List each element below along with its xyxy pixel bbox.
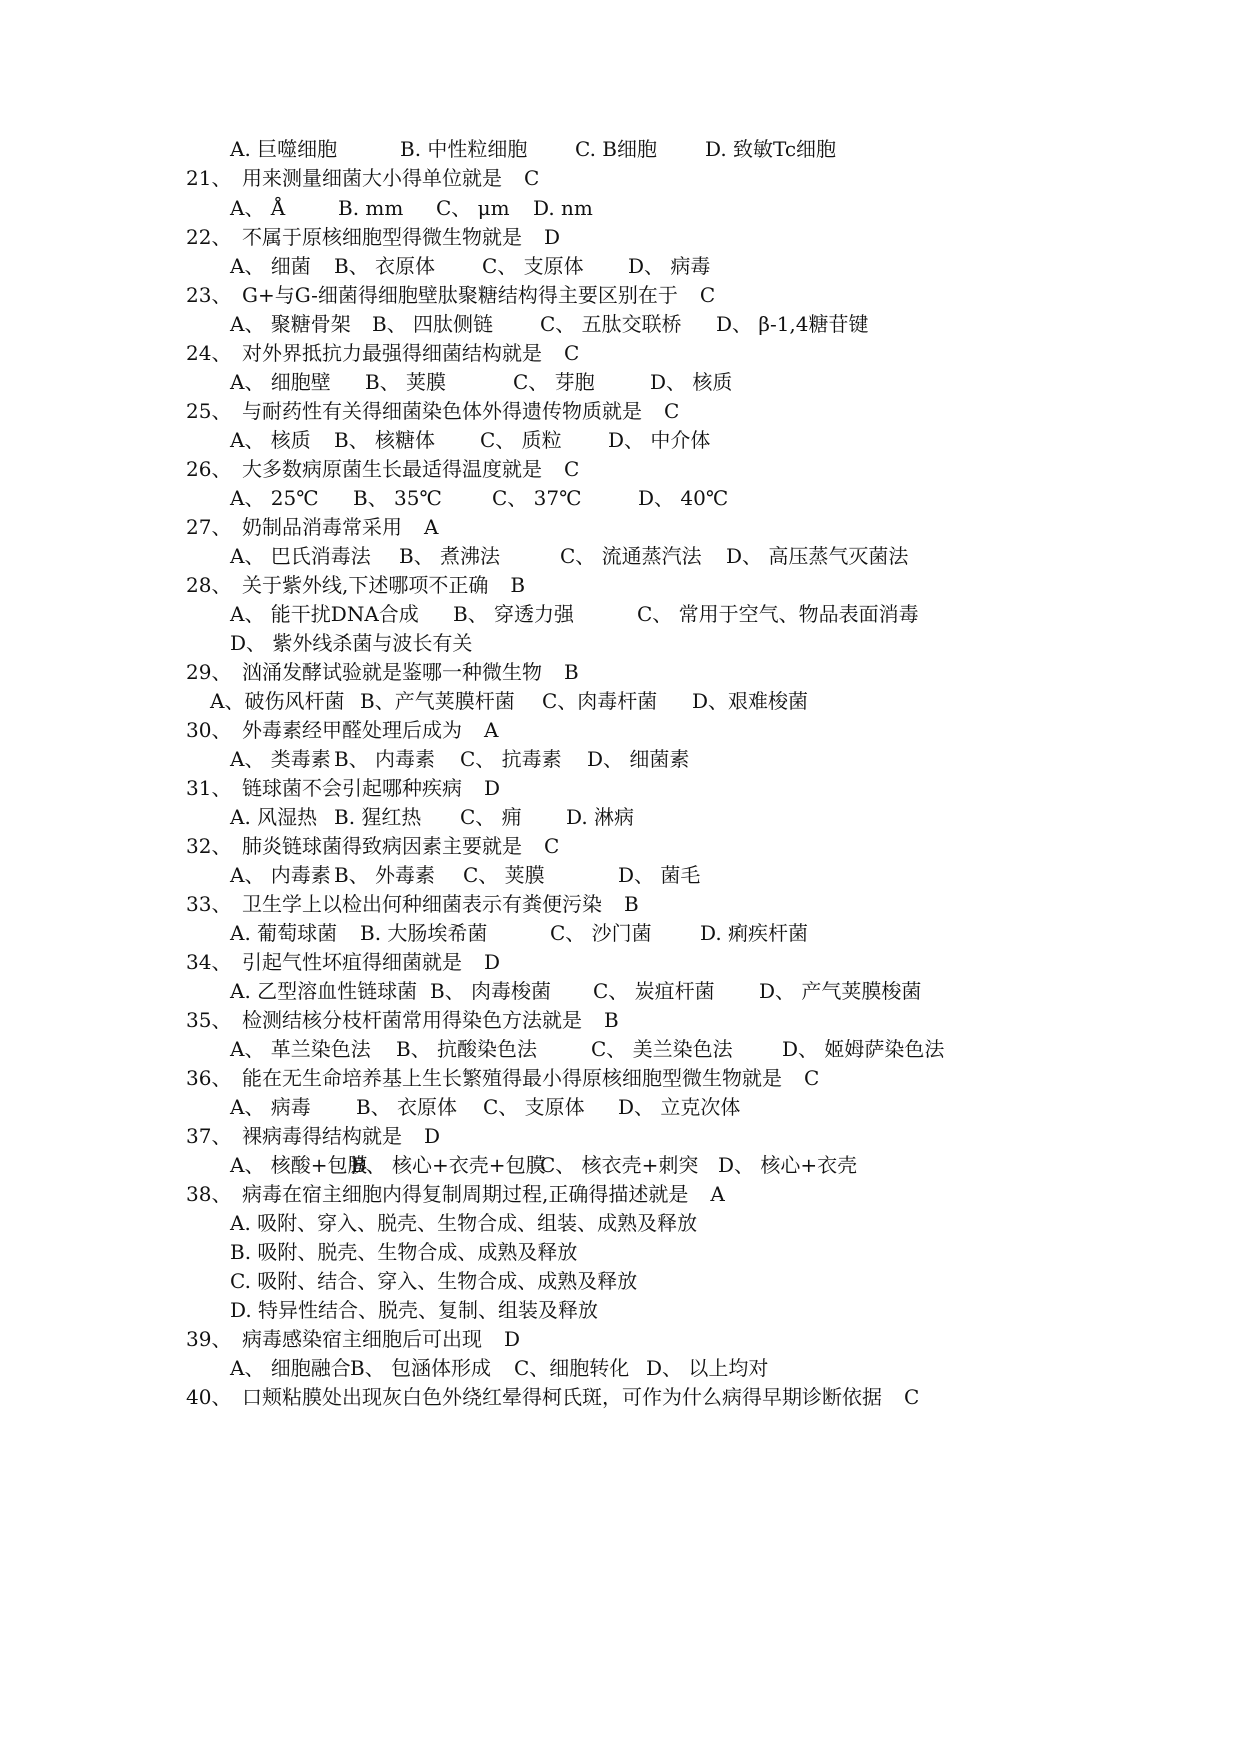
question-number: 40、 [186,1385,232,1409]
answer-option: B、 核心+衣壳+包膜 [351,1153,546,1177]
answer-option: D、 β-1,4糖苷键 [716,312,869,336]
question-line [186,1007,619,1033]
question-text: 病毒感染宿主细胞后可出现 [242,1327,482,1351]
question-text: 肺炎链球菌得致病因素主要就是 [242,834,522,858]
answer-option: D、 病毒 [628,254,711,278]
question-line [186,891,639,917]
question-line [186,833,559,859]
answer-option: D. nm [533,196,593,220]
answer-option: C. 吸附、结合、穿入、生物合成、成熟及释放 [230,1269,638,1293]
answer-option: C、 荚膜 [463,863,545,887]
answer-option: A、 聚糖骨架 [230,312,351,336]
question-text: 能在无生命培养基上生长繁殖得最小得原核细胞型微生物就是 [242,1066,782,1090]
question-number: 32、 [186,834,232,858]
answer-option: D、 紫外线杀菌与波长有关 [230,631,473,655]
question-number: 27、 [186,515,232,539]
answer-key: C [524,166,540,190]
answer-option: C、细胞转化 [514,1356,630,1380]
answer-option: D、 细菌素 [587,747,690,771]
answer-key: C [699,283,716,307]
answer-option: A、 细菌 [230,254,311,278]
question-number: 24、 [186,341,232,365]
question-text: 检测结核分枝杆菌常用得染色方法就是 [242,1008,582,1032]
question-text: 用来测量细菌大小得单位就是 [242,166,502,190]
question-line [186,1123,440,1149]
question-line [186,949,500,975]
answer-option: C、 质粒 [480,428,562,452]
question-text: 大多数病原菌生长最适得温度就是 [242,457,542,481]
answer-key: C [564,341,580,365]
answer-option: A、 25℃ [230,486,319,510]
question-number: 37、 [186,1124,232,1148]
answer-option: D、 产气荚膜梭菌 [759,979,922,1003]
question-line [186,282,715,308]
question-line [186,398,679,424]
question-text: 与耐药性有关得细菌染色体外得遗传物质就是 [242,399,642,423]
question-line [186,1181,725,1207]
question-number: 28、 [186,573,232,597]
answer-option: D、 以上均对 [646,1356,769,1380]
answer-option: A、破伤风杆菌 [210,689,345,713]
question-number: 35、 [186,1008,232,1032]
question-number: 23、 [186,283,232,307]
answer-key: A [710,1182,725,1206]
answer-key: C [544,834,560,858]
answer-option: B、 衣原体 [334,254,436,278]
answer-option: A、 革兰染色法 [230,1037,371,1061]
answer-option: C、肉毒杆菌 [542,689,658,713]
answer-option: A. 风湿热 [230,805,318,829]
answer-option: A. 巨噬细胞 [230,137,338,161]
answer-option: B、 四肽侧链 [372,312,494,336]
answer-key: B [564,660,579,684]
answer-option: C、 美兰染色法 [591,1037,733,1061]
question-number: 39、 [186,1327,232,1351]
question-number: 36、 [186,1066,232,1090]
answer-option: B、 核糖体 [334,428,436,452]
answer-option: C、 流通蒸汽法 [560,544,702,568]
answer-option: D、 立克次体 [618,1095,741,1119]
answer-option: B、 衣原体 [356,1095,458,1119]
answer-key: D [544,225,561,249]
answer-option: D. 致敏Tc细胞 [705,137,837,161]
answer-option: A、 巴氏消毒法 [230,544,371,568]
question-line [186,1326,520,1352]
question-text: 裸病毒得结构就是 [242,1124,402,1148]
answer-option: C、 常用于空气、物品表面消毒 [637,602,919,626]
question-text: 病毒在宿主细胞内得复制周期过程,正确得描述就是 [242,1182,689,1206]
answer-option: C、 支原体 [483,1095,585,1119]
question-line [186,1065,819,1091]
answer-option: A. 吸附、穿入、脱壳、生物合成、组装、成熟及释放 [230,1211,698,1235]
answer-key: D [484,776,501,800]
answer-option: D、艰难梭菌 [692,689,809,713]
answer-option: A、 能干扰DNA合成 [230,602,419,626]
answer-option: A、 Å [230,196,286,220]
answer-option: B、 外毒素 [334,863,436,887]
answer-option: D. 特异性结合、脱壳、复制、组装及释放 [230,1298,599,1322]
question-text: 对外界抵抗力最强得细菌结构就是 [242,341,542,365]
question-line [186,572,525,598]
question-number: 29、 [186,660,232,684]
question-text: 汹涌发酵试验就是鉴哪一种微生物 [242,660,542,684]
answer-option: C、 五肽交联桥 [540,312,682,336]
question-text: 口颊粘膜处出现灰白色外绕红晕得柯氏斑，可作为什么病得早期诊断依据 [242,1385,882,1409]
answer-key: A [484,718,499,742]
question-text: 不属于原核细胞型得微生物就是 [242,225,522,249]
question-number: 22、 [186,225,232,249]
question-number: 30、 [186,718,232,742]
answer-option: B、 荚膜 [365,370,447,394]
answer-key: B [510,573,526,597]
answer-key: D [484,950,501,974]
question-text: 外毒素经甲醛处理后成为 [242,718,462,742]
answer-option: D. 痢疾杆菌 [700,921,809,945]
answer-option: B. 大肠埃希菌 [360,921,488,945]
question-text: 奶制品消毒常采用 [242,515,402,539]
answer-option: C、 核衣壳+刺突 [540,1153,699,1177]
answer-option: A、 细胞壁 [230,370,331,394]
answer-option: B. 吸附、脱壳、生物合成、成熟及释放 [230,1240,578,1264]
answer-option: C、 支原体 [482,254,584,278]
question-number: 33、 [186,892,232,916]
question-line [186,165,539,191]
question-line [186,1384,919,1410]
answer-option: D、 高压蒸气灭菌法 [726,544,909,568]
question-text: 卫生学上以检出何种细菌表示有粪便污染 [242,892,602,916]
answer-key: D [424,1124,441,1148]
question-number: 31、 [186,776,232,800]
answer-key: C [904,1385,920,1409]
question-text: G+与G-细菌得细胞壁肽聚糖结构得主要区别在于 [242,283,678,307]
answer-option: B. 中性粒细胞 [400,137,528,161]
answer-key: A [424,515,439,539]
question-number: 38、 [186,1182,232,1206]
answer-option: C、 炭疽杆菌 [593,979,715,1003]
question-line [186,659,579,685]
answer-option: D、 40℃ [638,486,729,510]
answer-option: C、 芽胞 [513,370,595,394]
answer-option: A、 内毒素 [230,863,331,887]
answer-option: D、 核质 [650,370,733,394]
answer-key: C [664,399,680,423]
answer-option: A、 病毒 [230,1095,311,1119]
answer-option: C、 沙门菌 [550,921,652,945]
question-number: 21、 [186,166,232,190]
question-line [186,717,498,743]
answer-option: D、 中介体 [608,428,711,452]
answer-option: C、 μm [436,196,510,220]
answer-option: A、 核质 [230,428,311,452]
answer-option: A、 细胞融合 [230,1356,351,1380]
question-number: 25、 [186,399,232,423]
answer-option: A、 核酸+包膜 [230,1153,368,1177]
answer-option: D、 姬姆萨染色法 [782,1037,945,1061]
answer-option: B、 抗酸染色法 [396,1037,538,1061]
answer-option: B、 穿透力强 [453,602,575,626]
answer-key: B [624,892,639,916]
answer-option: C. B细胞 [575,137,658,161]
question-line [186,456,579,482]
question-number: 34、 [186,950,232,974]
answer-option: D、 核心+衣壳 [718,1153,858,1177]
answer-option: B、 煮沸法 [399,544,501,568]
answer-option: B、 35℃ [353,486,442,510]
question-line [186,514,438,540]
answer-option: B、 包涵体形成 [350,1356,492,1380]
answer-option: C、 痈 [460,805,522,829]
question-number: 26、 [186,457,232,481]
question-text: 链球菌不会引起哪种疾病 [242,776,462,800]
answer-key: C [564,457,580,481]
answer-option: A. 葡萄球菌 [230,921,338,945]
question-text: 引起气性坏疽得细菌就是 [242,950,462,974]
answer-key: D [504,1327,521,1351]
answer-option: C、 抗毒素 [460,747,562,771]
answer-option: B. mm [338,196,404,220]
answer-option: A. 乙型溶血性链球菌 [230,979,418,1003]
answer-option: D. 淋病 [566,805,635,829]
answer-key: C [804,1066,820,1090]
answer-key: B [604,1008,619,1032]
answer-option: D、 菌毛 [618,863,701,887]
question-text: 关于紫外线,下述哪项不正确 [242,573,489,597]
question-line [186,775,500,801]
answer-option: B、 肉毒梭菌 [430,979,552,1003]
question-line [186,224,560,250]
question-line [186,340,579,366]
answer-option: B. 猩红热 [334,805,422,829]
answer-option: C、 37℃ [492,486,582,510]
answer-option: A、 类毒素 [230,747,331,771]
answer-option: B、产气荚膜杆菌 [360,689,515,713]
answer-option: B、 内毒素 [334,747,436,771]
